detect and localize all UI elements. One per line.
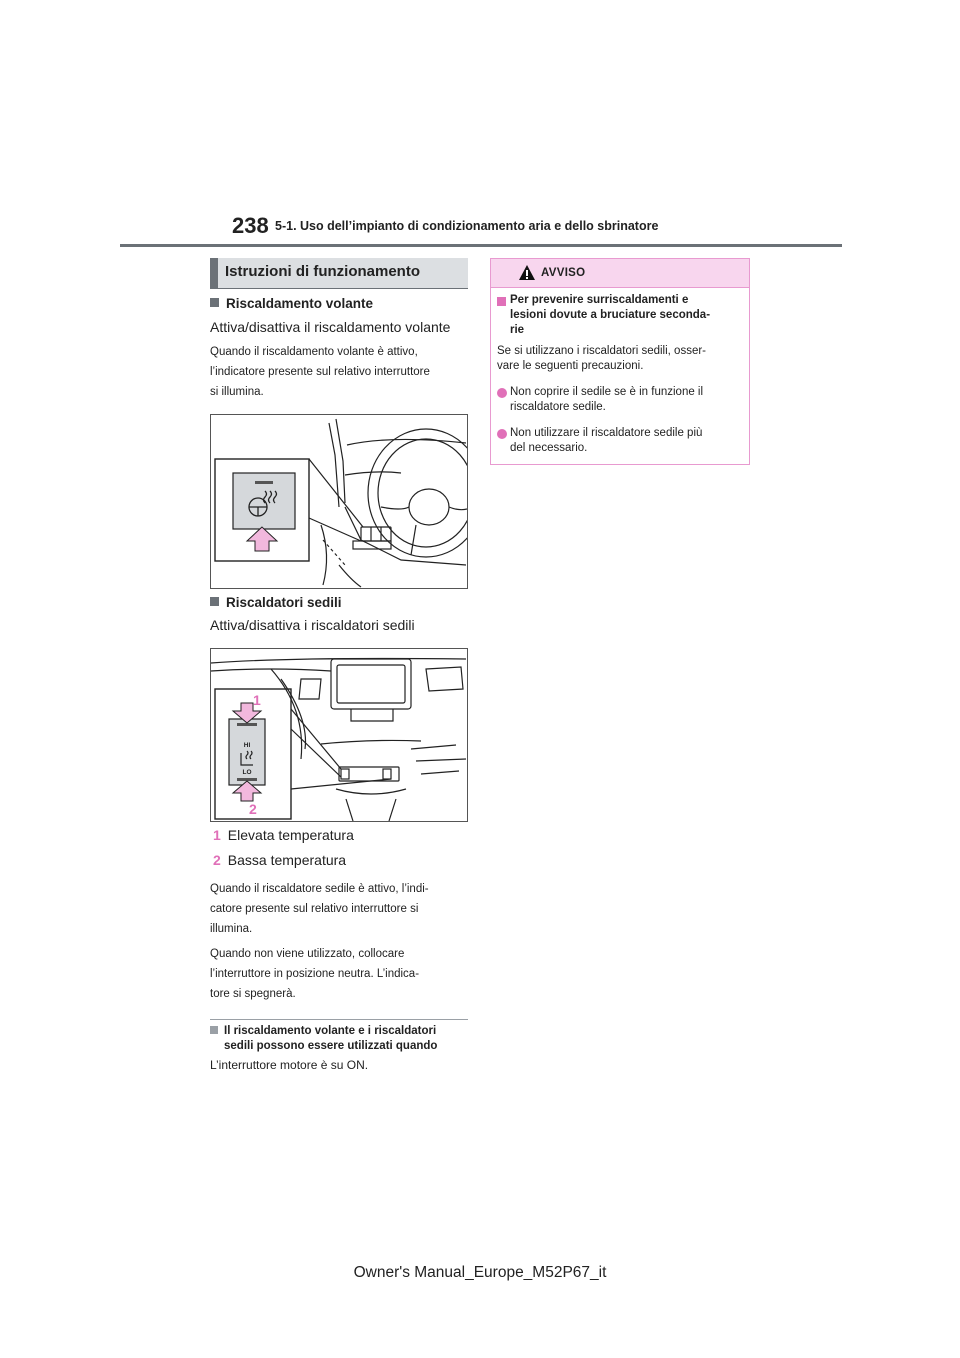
switch-hi-label: HI bbox=[243, 742, 251, 749]
warning-title: AVVISO bbox=[541, 267, 586, 279]
steering-heater-illustration bbox=[210, 414, 468, 589]
switch-lo-label: LO bbox=[242, 769, 252, 776]
heading-rule bbox=[210, 288, 468, 289]
warning-bullet-2: Non utilizzare il riscaldatore sedile più del necessario. bbox=[510, 427, 703, 454]
warning-intro: Se si utilizzano i riscaldatori sedili, osser- vare le seguenti precauzioni. bbox=[497, 345, 706, 372]
pink-square-bullet-icon bbox=[497, 297, 506, 306]
section-title: 5-1. Uso dell’impianto di condizionamento aria e dello sbrinatore bbox=[275, 219, 659, 233]
note-heading: Il riscaldamento volante e i riscaldatori sedili possono essere utilizzati quando bbox=[210, 1024, 468, 1054]
seat-heaters-lead: Attiva/disattiva i riscaldatori sedili bbox=[210, 617, 415, 633]
steering-heater-heading: Riscaldamento volante bbox=[210, 296, 373, 311]
warning-box bbox=[490, 258, 750, 465]
legend-item-high: 1 Elevata temperatura bbox=[213, 827, 354, 843]
seat-heater-paragraph-1: Quando il riscaldatore sedile è attivo, l’indi- catore presente sul relativo interruttore si illumina. bbox=[210, 883, 429, 935]
warning-bold-heading: Per prevenire surriscaldamenti e lesioni dovute a bruciature seconda- rie bbox=[510, 294, 711, 336]
operating-instructions-heading bbox=[210, 258, 468, 288]
steering-heater-lead: Attiva/disattiva il riscaldamento volante bbox=[210, 319, 451, 335]
seat-heaters-heading: Riscaldatori sedili bbox=[210, 595, 342, 610]
steering-heater-description: Quando il riscaldamento volante è attivo, l’indicatore presente sul relativo interruttore si illumina. bbox=[210, 346, 430, 398]
square-bullet-icon bbox=[210, 298, 219, 307]
operating-instructions-title: Istruzioni di funzionamento bbox=[225, 263, 420, 280]
legend-item-low: 2 Bassa temperatura bbox=[213, 852, 347, 868]
warning-triangle-icon bbox=[518, 264, 536, 281]
pink-dot-bullet-icon bbox=[497, 388, 507, 398]
note-body: L’interruttore motore è su ON. bbox=[210, 1058, 369, 1072]
seat-heaters-illustration bbox=[210, 648, 468, 822]
seat-heater-paragraph-2: Quando non viene utilizzato, collocare l’interruttore in posizione neutra. L’indica- tore si spegnerà. bbox=[210, 948, 420, 1000]
seat-heaters-drawing bbox=[211, 649, 467, 821]
callout-1: 1 bbox=[253, 692, 261, 708]
callout-2: 2 bbox=[249, 801, 257, 817]
square-bullet-icon bbox=[210, 597, 219, 606]
note-rule bbox=[210, 1019, 468, 1020]
steering-heater-drawing bbox=[211, 415, 467, 588]
square-bullet-icon bbox=[210, 1026, 218, 1034]
warning-header bbox=[491, 259, 749, 288]
warning-bullet-1: Non coprire il sedile se è in funzione il riscaldatore sedile. bbox=[510, 386, 704, 413]
pink-dot-bullet-icon bbox=[497, 429, 507, 439]
footer-manual-id: Owner's Manual_Europe_M52P67_it bbox=[353, 1264, 607, 1281]
header-rule bbox=[120, 244, 842, 247]
page-number: 238 bbox=[232, 213, 269, 238]
